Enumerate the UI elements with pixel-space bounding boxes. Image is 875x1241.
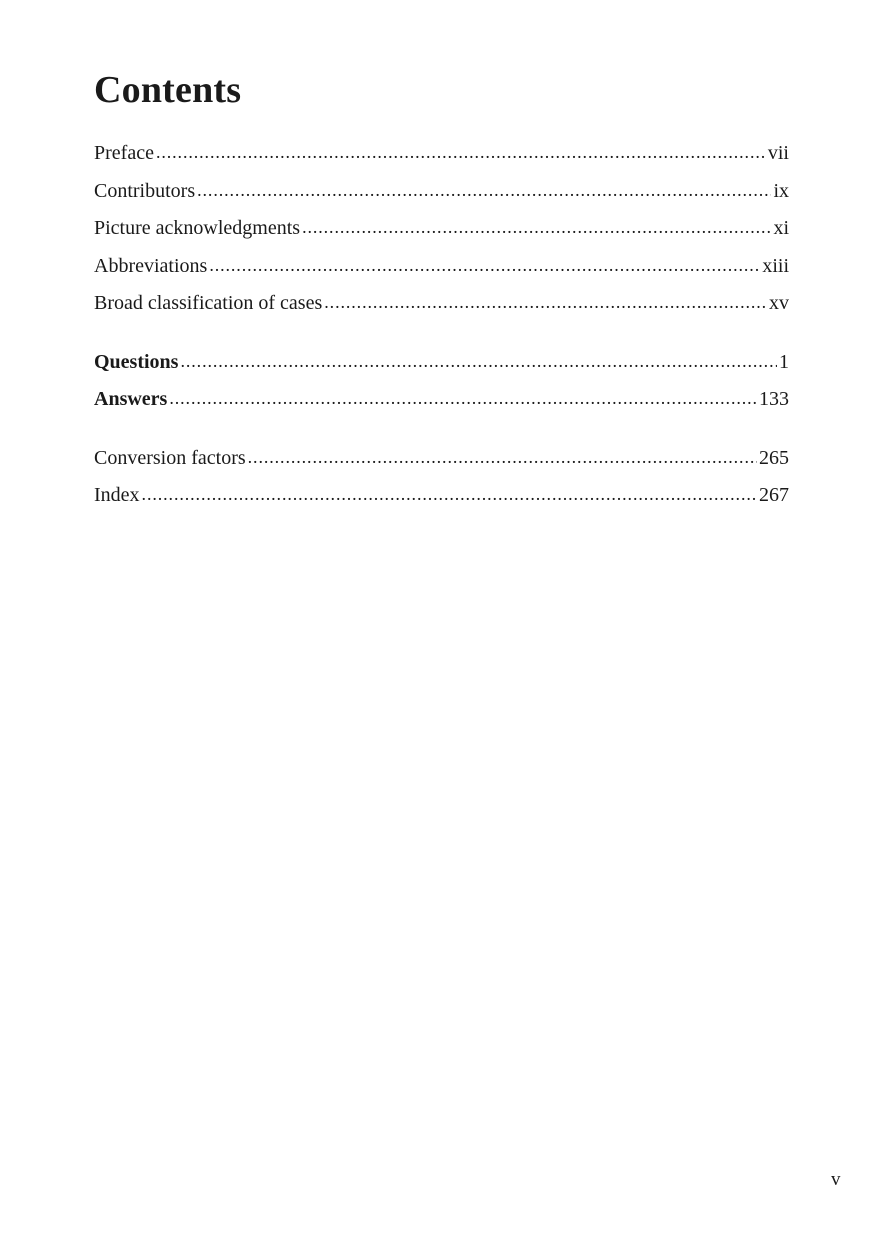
table-of-contents (94, 137, 789, 538)
toc-entry-preface[interactable] (94, 137, 789, 175)
toc-entry-index[interactable] (94, 479, 789, 517)
dot-leader (142, 478, 757, 510)
toc-entry-label: Contributors (94, 179, 196, 202)
dot-leader (209, 249, 760, 281)
dot-leader (197, 174, 771, 206)
dot-leader (248, 441, 757, 473)
toc-entry-page: 133 (759, 388, 789, 410)
toc-entry-questions[interactable] (94, 346, 789, 384)
page-number: v (831, 1169, 841, 1190)
toc-entry-label: Answers (94, 388, 168, 410)
toc-group-main (94, 346, 789, 421)
toc-entry-label: Index (94, 484, 140, 506)
toc-group-front-matter (94, 137, 789, 325)
toc-entry-page: xv (769, 292, 789, 314)
toc-entry-label: Broad classification of cases (94, 292, 323, 314)
toc-entry-contributors[interactable] (94, 175, 789, 213)
dot-leader (324, 286, 767, 318)
page-title: Contents (94, 69, 242, 111)
dot-leader (169, 382, 757, 414)
toc-entry-broad-classification[interactable] (94, 287, 789, 325)
toc-entry-page: xiii (762, 254, 789, 277)
toc-entry-label: Abbreviations (94, 254, 208, 277)
dot-leader (302, 211, 771, 243)
dot-leader (156, 136, 766, 168)
toc-entry-page: ix (773, 179, 789, 202)
toc-entry-page: vii (767, 142, 789, 164)
toc-entry-page: 1 (779, 350, 789, 373)
dot-leader (180, 345, 777, 377)
toc-entry-label: Questions (94, 350, 179, 373)
toc-entry-page: 267 (759, 484, 789, 506)
toc-entry-page: xi (773, 217, 789, 239)
toc-entry-page: 265 (759, 446, 789, 469)
toc-entry-abbreviations[interactable] (94, 250, 789, 288)
toc-entry-picture-acknowledgments[interactable] (94, 212, 789, 250)
toc-entry-label: Picture acknowledgments (94, 217, 301, 239)
toc-entry-answers[interactable] (94, 383, 789, 421)
toc-group-back-matter (94, 442, 789, 517)
toc-entry-label: Preface (94, 142, 154, 164)
toc-entry-label: Conversion factors (94, 446, 246, 469)
toc-entry-conversion-factors[interactable] (94, 442, 789, 480)
